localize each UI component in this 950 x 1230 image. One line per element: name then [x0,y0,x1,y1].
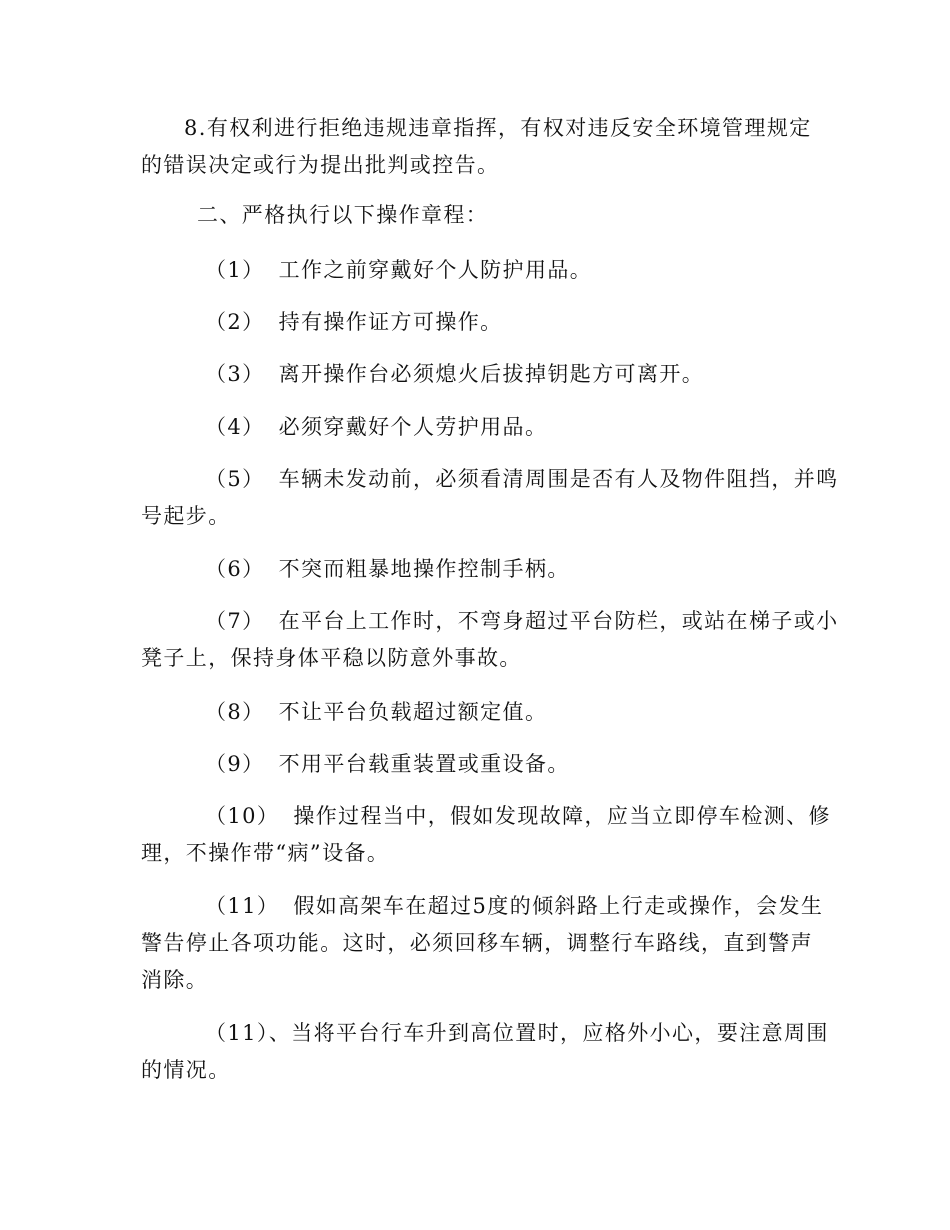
item-text-continuation: 凳子上，保持身体平稳以防意外事故。 [141,646,522,670]
item-text: 操作过程当中，假如发现故障，应当立即停车检测、修 [293,804,831,828]
item-text: 在平台上工作时，不弯身超过平台防栏，或站在梯子或小 [278,609,839,633]
item-text: 工作之前穿戴好个人防护用品。 [278,258,593,282]
item-text: 不突而粗暴地操作控制手柄。 [278,557,570,581]
paragraph-8 [141,110,811,184]
item-text: 车辆未发动前，必须看清周围是否有人及物件阻挡，并鸣 [278,467,839,491]
list-item [141,304,811,341]
item-text-continuation: 理，不操作带“病”设备。 [141,841,390,865]
list-item [141,888,824,999]
list-item [141,356,811,393]
item-number: （5） [205,467,265,491]
list-item [141,603,839,677]
item-number: （4） [205,415,265,439]
item-text: 、当将平台行车升到高位置时，应格外小心，要注意周围 [268,1021,829,1045]
item-number: （6） [205,557,265,581]
item-text-continuation: 号起步。 [141,504,231,528]
item-number: （9） [205,752,265,776]
item-text: 持有操作证方可操作。 [278,310,503,334]
item-text-continuation: 警告停止各项功能。这时，必须回移车辆，调整行车路线，直到警声 [141,931,813,955]
item-text: 不用平台载重装置或重设备。 [278,752,570,776]
item-number: （11） [205,1021,269,1045]
paragraph-8-line-1: 8.有权利进行拒绝违规违章指挥，有权对违反安全环境管理规定 [184,116,812,140]
list-item [141,746,811,783]
list-item [141,694,811,731]
item-number: （7） [205,609,265,633]
item-number: （2） [205,310,265,334]
item-text: 假如高架车在超过5度的倾斜路上行走或操作，会发生 [293,894,824,918]
list-item [141,798,831,872]
item-number: （1） [205,258,265,282]
item-text: 离开操作台必须熄火后拔掉钥匙方可离开。 [278,362,705,386]
section-2-heading [141,197,811,234]
item-number: （8） [205,700,265,724]
item-number: （3） [205,362,265,386]
list-item [141,409,811,446]
item-number: （11） [205,894,280,918]
item-text-continuation: 消除。 [141,968,209,992]
list-item [141,461,839,535]
list-item [141,1015,829,1089]
item-text-continuation: 的情况。 [141,1058,231,1082]
item-text: 必须穿戴好个人劳护用品。 [278,415,548,439]
section-2-heading-text: 二、严格执行以下操作章程： [197,203,489,227]
list-item [141,252,811,289]
list-item [141,551,811,588]
item-text: 不让平台负载超过额定值。 [278,700,548,724]
paragraph-8-line-2: 的错误决定或行为提出批判或控告。 [141,153,500,177]
item-number: （10） [205,804,280,828]
